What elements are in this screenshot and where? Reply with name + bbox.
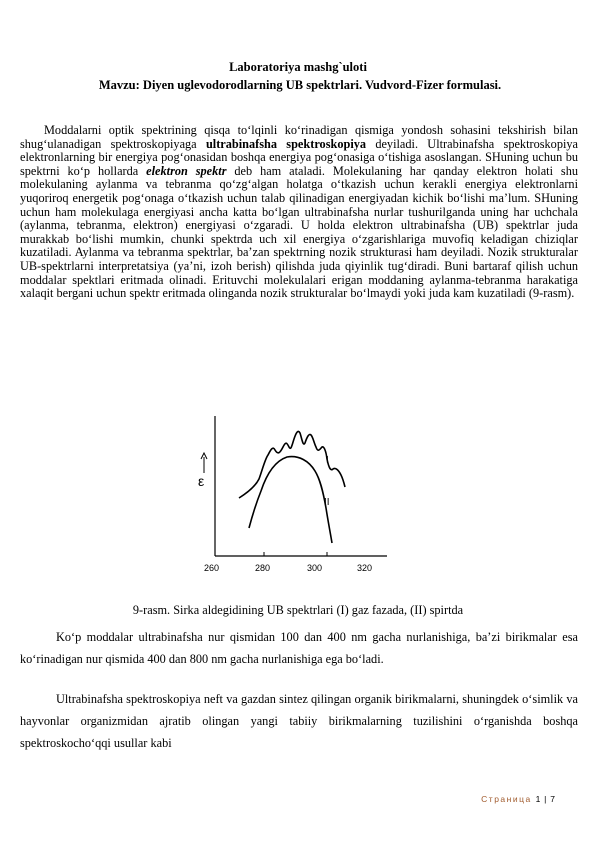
x-tick-label: 280 <box>255 563 271 573</box>
document-subtitle: Mavzu: Diyen uglevodorodlarning UB spektrlari. Vudvord-Fizer formulasi. <box>98 78 502 92</box>
uv-spectrum-figure <box>195 413 395 578</box>
paragraph-applications: Ultrabinafsha spektroskopiya neft va gazdan sintez qilingan organik birikmalarni, shuningdek o‘simlik va hayvonlar organizmidan ajratib olingan yangi tabiiy birikmalarning tuzilishini o‘rganishda boshqa spektroskocho‘qqi usullar kabi <box>20 692 578 750</box>
bold-term: ultrabinafsha spektroskopiya <box>205 136 367 151</box>
curve-I-label: I <box>326 455 329 466</box>
y-axis-symbol: ε <box>198 473 205 489</box>
bold-italic-term: elektron spektr <box>146 163 227 178</box>
page-separator: | <box>544 794 547 804</box>
x-tick-label: 260 <box>204 563 220 573</box>
curve-I <box>239 431 345 498</box>
x-tick-label: 320 <box>357 563 373 573</box>
curve-II-label: II <box>324 497 330 508</box>
paragraph-text: deb ham ataladi. Molekulaning har qanday elektron holati shu molekulaning aylanma va tebranma qo‘zg‘algan holatga o‘tkazish uchun kerakli energiya elektronlarni yuqoriroq energetik pog‘onaga o‘tkazish uchun talab qilinadigan energiyadan kichik bo‘lishi ma’lum. SHuning uchun ham molekulaga energiyasi ancha katta bo‘lgan ultrabinafsha nurlar tushurilganda uning har uchchala (aylanma, tebranma, elektron) energiyasi o‘zgaradi. U holda elektron ultrabinafsha (UB) spektrlar juda murakkab bo‘lishi mumkin, chunki spektrda uch xil energiya o‘zgarishlariga muvofiq keladigan chiziqlar kuzatiladi. Aylanma va tebranma spektrlar, ba’zan spektrning nozik strukturasi ham deyiladi. Nozik strukturalar UB-spektrlarni interpretatsiya (ya’ni, izoh berish) qilishda juda qiyinlik tug‘diradi. Buni bartaraf qilish uchun moddalar spektlari eritmada olinadi. Erituvchi molekulalari erigan moddaning aylanma-tebranma harakatiga xalaqit bergani uchun spektr eritmada olinganda nozik strukturalar bo‘lmaydi yoki juda kam kuzatiladi (9-rasm). <box>20 163 578 301</box>
page-label: Страница <box>481 794 532 804</box>
paragraph-text: deyiladi. Ultrabinafsha spektroskopiya elektronlarning bir energiya pog‘onasidan boshqa energiya pog‘onasiga o‘tishiga asoslangan. SHuning uchun bu spektrni ko‘p hollarda <box>20 136 578 178</box>
paragraph-intro <box>20 124 578 301</box>
page-total: 7 <box>550 794 555 804</box>
figure-caption: 9-rasm. Sirka aldegidining UB spektrlari (I) gaz fazada, (II) spirtda <box>132 603 464 617</box>
x-tick-label: 300 <box>307 563 323 573</box>
document-title: Laboratoriya mashg`uloti <box>229 60 367 74</box>
page-footer <box>481 794 555 804</box>
paragraph-ranges: Ko‘p moddalar ultrabinafsha nur qismidan 100 dan 400 nm gacha nurlanishiga, ba’zi birikmalar esa ko‘rinadigan nur qismida 400 dan 800 nm gacha nurlanishiga ega bo‘ladi. <box>20 630 578 666</box>
paragraph-text: Moddalarni optik spektrining qisqa to‘lqinli ko‘rinadigan qismiga yondosh sohasini tekshirish bilan shug‘ulanadigan spektroskopiyaga <box>20 123 578 151</box>
page-number: 1 <box>535 794 541 804</box>
